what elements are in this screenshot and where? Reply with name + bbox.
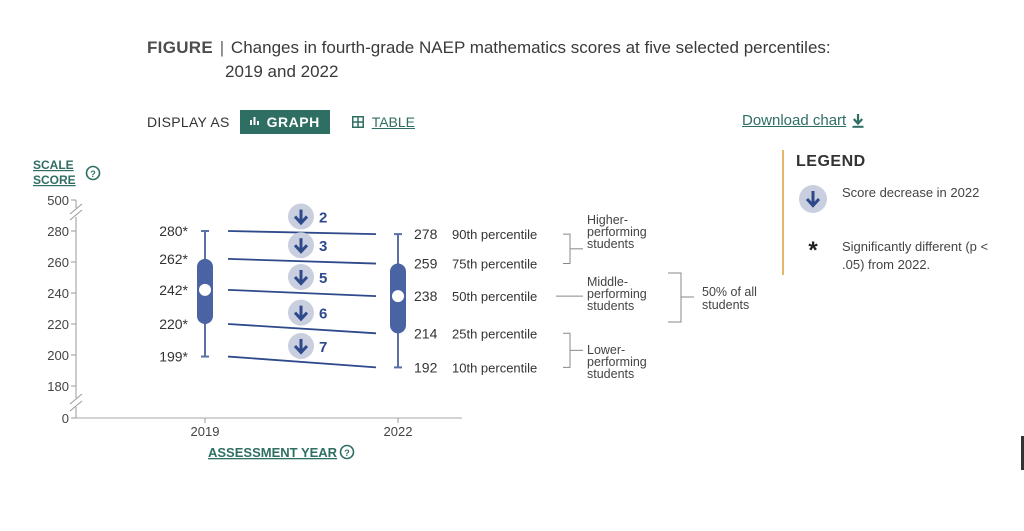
median-marker (199, 284, 211, 296)
legend-title: LEGEND (796, 153, 866, 170)
help-icon-glyph: ? (344, 448, 350, 458)
group-label-higher: students (587, 237, 635, 251)
graph-button-label: GRAPH (266, 114, 320, 130)
asterisk-icon: * (808, 237, 818, 264)
value-label-2019: 220* (159, 316, 188, 332)
y-tick-label: 280 (47, 224, 69, 239)
group-label-higher: performing (587, 225, 647, 239)
value-label-2022: 238 (414, 288, 438, 305)
y-axis-label-line1: SCALE (33, 158, 74, 172)
value-label-2019: 262* (159, 250, 188, 267)
change-value: 2 (319, 209, 328, 227)
y-tick-label: 240 (47, 286, 69, 301)
value-label-2022: 192 (414, 359, 438, 376)
x-tick-label: 2022 (383, 424, 413, 439)
y-tick-label: 180 (47, 379, 69, 394)
change-value: 3 (319, 238, 328, 256)
group-label-middle: students (587, 299, 635, 313)
y-tick-label: 220 (47, 317, 69, 332)
value-label-2022: 278 (414, 226, 438, 243)
series-line (228, 259, 376, 264)
percentile-label: 75th percentile (452, 256, 538, 272)
legend-significance-label: Significantly different (p < .05) from 2022. (842, 239, 989, 272)
value-label-2022: 259 (414, 255, 438, 272)
x-tick-label: 2019 (190, 424, 220, 439)
download-chart-label: Download chart (742, 112, 847, 129)
change-value: 5 (319, 270, 328, 287)
table-button-label: TABLE (371, 114, 416, 130)
value-label-2019: 280* (159, 223, 188, 239)
bracket-fifty (668, 273, 681, 322)
value-label-2019: 199* (159, 348, 188, 365)
group-label-lower: students (587, 367, 635, 381)
display-as-label: DISPLAY AS (147, 114, 230, 130)
median-marker (392, 290, 404, 302)
percentile-label: 50th percentile (452, 289, 538, 305)
y-tick-label: 200 (47, 348, 69, 363)
y-tick-label: 500 (47, 193, 69, 208)
x-axis-label: ASSESSMENT YEAR (208, 445, 338, 460)
title-text-line2: 2019 and 2022 (225, 62, 339, 81)
group-label-middle: Middle- (587, 275, 628, 289)
value-label-2019: 242* (159, 281, 188, 298)
title-text-line1: Changes in fourth-grade NAEP mathematics scores at five selected percentiles: (230, 38, 831, 57)
percentile-label: 90th percentile (452, 227, 538, 243)
y-tick-label: 0 (61, 411, 69, 426)
y-axis-label-line2: SCORE (33, 173, 76, 187)
legend-decrease-label: Score decrease in 2022 (842, 185, 980, 200)
percentile-label: 10th percentile (452, 360, 538, 376)
value-label-2022: 214 (414, 325, 438, 342)
y-tick-label: 260 (47, 255, 69, 270)
figure-label: FIGURE (147, 38, 214, 57)
group-label-middle: performing (587, 287, 647, 301)
change-value: 7 (319, 338, 328, 356)
help-icon-glyph: ? (90, 169, 96, 179)
fifty-percent-label: students (702, 298, 750, 312)
group-label-lower: performing (587, 355, 647, 369)
series-line (228, 290, 376, 296)
percentile-label: 25th percentile (452, 326, 538, 342)
fifty-percent-label: 50% of all (702, 285, 757, 299)
bracket-lower (563, 333, 570, 367)
bracket-higher (563, 234, 570, 263)
change-value: 6 (319, 305, 328, 323)
group-label-lower: Lower- (587, 343, 626, 357)
group-label-higher: Higher- (587, 213, 628, 227)
title-separator: | (219, 38, 225, 57)
